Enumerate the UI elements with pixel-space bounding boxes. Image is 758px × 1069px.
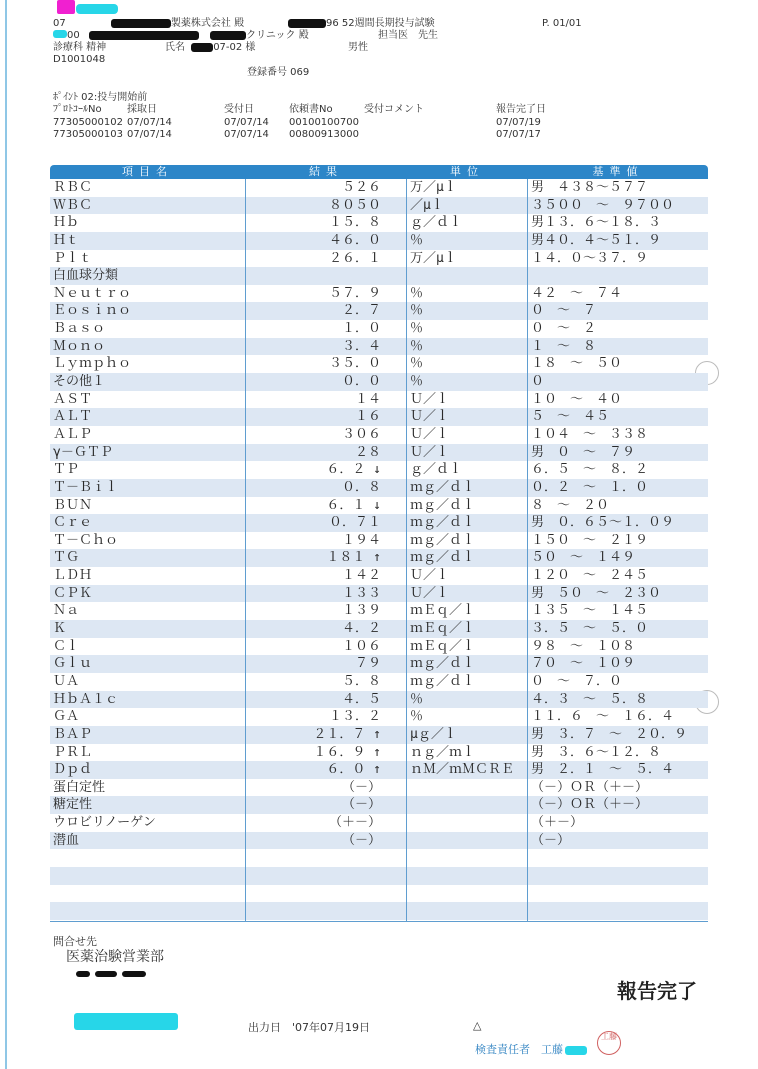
header-line-1 <box>53 18 244 30</box>
reference-range: １３５ ～ １４５ <box>531 603 649 619</box>
item-name: ＣＰＫ <box>53 585 93 601</box>
unit: ％ <box>410 709 424 725</box>
item-name: その他１ <box>53 374 106 390</box>
table-row <box>50 514 708 532</box>
redaction-block <box>76 971 90 977</box>
redaction-block <box>210 31 246 40</box>
reference-range: ３５００ ～ ９７００ <box>531 197 675 213</box>
redaction-mark <box>76 4 118 14</box>
unit: 万／μｌ <box>410 180 457 195</box>
unit: ／μｌ <box>410 197 444 213</box>
item-name: Ｎｅｕｔｒｏ <box>53 285 132 301</box>
table-row <box>50 549 708 567</box>
seal-text: 工藤 <box>601 1032 617 1041</box>
study-title-wrap <box>288 18 435 30</box>
redaction-mark <box>53 30 67 38</box>
item-name: ＨｂＡ１ｃ <box>53 691 119 707</box>
triangle-mark: △ <box>473 1019 482 1032</box>
reference-range: 男 ０ ～ ７９ <box>531 444 636 460</box>
reference-range: ６．５ ～ ８．２ <box>531 462 649 478</box>
table-row <box>50 373 708 391</box>
item-name: 蛋白定性 <box>53 779 106 795</box>
patient-dob: 07-02 様 <box>213 42 256 53</box>
header-line-2 <box>53 30 309 42</box>
item-name: ＴＧ <box>53 550 80 566</box>
unit: ｍｇ／ｄｌ <box>410 673 476 689</box>
result-value: ０．７１ <box>328 515 381 531</box>
report-date: 07/07/19 <box>496 117 541 128</box>
registration-number: 登録番号 069 <box>247 67 310 78</box>
reference-range: １１．６ ～ １６．４ <box>531 709 675 725</box>
unit: ｍｇ／ｄｌ <box>410 515 476 531</box>
reference-range: １０４ ～ ３３８ <box>531 426 649 442</box>
table-row <box>50 602 708 620</box>
item-name: ＬＤＨ <box>53 568 93 584</box>
col-report-date: 報告完了日 <box>496 104 546 115</box>
unit: ％ <box>410 285 424 301</box>
unit: μｇ／ｌ <box>410 726 457 742</box>
reference-range: 男 ３．６～１２．８ <box>531 744 662 760</box>
unit: Ｕ／ｌ <box>410 426 450 442</box>
item-name: ＲＢＣ <box>53 180 93 195</box>
item-name: ＡＬＰ <box>53 426 93 442</box>
column-divider <box>527 179 528 922</box>
result-value: ３０６ <box>341 426 381 442</box>
header-reference: 基準値 <box>592 165 644 178</box>
result-value: （－） <box>341 832 381 848</box>
unit: ｍｇ／ｄｌ <box>410 497 476 513</box>
reference-range: 男４０．４～５１．９ <box>531 232 662 248</box>
table-row <box>50 867 708 885</box>
item-name: Ｌｙｍｐｈｏ <box>53 356 132 372</box>
inspector-line <box>475 1041 587 1057</box>
header-item-name: 項目名 <box>122 165 173 178</box>
contact-department: 医薬治験営業部 <box>66 949 164 965</box>
unit: Ｕ／ｌ <box>410 444 450 460</box>
result-value: ６．１ ↓ <box>326 497 381 513</box>
item-name: ＡＬＴ <box>53 409 93 425</box>
item-name: Ｋ <box>53 621 67 637</box>
table-row <box>50 479 708 497</box>
table-row <box>50 250 708 268</box>
table-row <box>50 779 708 797</box>
item-name: Ｔ－Ｂｉｌ <box>53 479 119 495</box>
redaction-block <box>288 19 326 28</box>
table-row <box>50 391 708 409</box>
table-row <box>50 638 708 656</box>
table-row <box>50 585 708 603</box>
item-name: Ｃｒｅ <box>53 515 93 531</box>
result-value: ４６．０ <box>328 232 381 248</box>
name-label: 氏名 <box>165 42 185 53</box>
table-row <box>50 726 708 744</box>
item-name: Ｍｏｎｏ <box>53 338 106 354</box>
redaction-mark <box>565 1046 587 1055</box>
item-name: Ｐｌｔ <box>53 250 93 266</box>
unit: ｇ／ｄｌ <box>410 215 463 231</box>
table-row <box>50 708 708 726</box>
result-value: ２６．１ <box>328 250 381 266</box>
item-name: ＵＡ <box>53 673 80 689</box>
result-value: １４２ <box>341 568 381 584</box>
redaction-block <box>89 31 199 40</box>
redaction-block <box>111 19 171 28</box>
table-row <box>50 796 708 814</box>
reference-range: ３．５ ～ ５．０ <box>531 621 649 637</box>
item-name: ウロビリノーゲン <box>53 815 156 831</box>
patient-name <box>165 42 255 54</box>
unit: ｍｇ／ｄｌ <box>410 550 476 566</box>
unit: Ｕ／ｌ <box>410 568 450 584</box>
sampling-date: 07/07/14 <box>127 117 172 128</box>
item-name: γ－ＧＴＰ <box>53 444 113 460</box>
table-row <box>50 532 708 550</box>
item-name: Ｈｂ <box>53 215 80 231</box>
item-name: ＷＢＣ <box>53 197 93 213</box>
table-body <box>50 179 708 920</box>
table-row <box>50 761 708 779</box>
reference-range: １０ ～ ４０ <box>531 391 623 407</box>
contact-redacted <box>76 963 146 982</box>
redaction-mark <box>57 0 75 14</box>
result-value: １８１ ↑ <box>326 550 381 566</box>
patient-id: D1001048 <box>53 54 106 65</box>
report-date: 07/07/17 <box>496 129 541 140</box>
unit: ％ <box>410 303 424 319</box>
table-row <box>50 849 708 867</box>
reception-date: 07/07/14 <box>224 117 269 128</box>
report-status: 報告完了 <box>617 979 697 1003</box>
result-value: ２８ <box>354 444 381 460</box>
table-row <box>50 814 708 832</box>
item-name: Ｇｌｕ <box>53 656 93 672</box>
table-row <box>50 673 708 691</box>
reference-range: ４．３ ～ ５．８ <box>531 691 649 707</box>
col-reception-date: 受付日 <box>224 104 254 115</box>
unit: ％ <box>410 321 424 337</box>
reference-range: ７０ ～ １０９ <box>531 656 636 672</box>
request-no: 00800913000 <box>289 129 359 140</box>
unit: ｍＥｑ／ｌ <box>410 638 476 654</box>
item-name: Ｈｔ <box>53 232 80 248</box>
unit: Ｕ／ｌ <box>410 391 450 407</box>
table-row <box>50 444 708 462</box>
reference-range: （＋－） <box>531 815 584 831</box>
unit: ｎｇ／ｍｌ <box>410 744 476 760</box>
reference-range: 男 ５０ ～ ２３０ <box>531 585 662 601</box>
item-name: Ｔ－Ｃｈｏ <box>53 532 119 548</box>
result-value: ４．２ <box>341 621 381 637</box>
table-row <box>50 497 708 515</box>
binder-edge <box>5 0 7 1069</box>
column-divider <box>406 179 407 922</box>
request-no: 00100100700 <box>289 117 359 128</box>
unit: ｍＥｑ／ｌ <box>410 603 476 619</box>
result-value: １３．２ <box>328 709 381 725</box>
reference-range: （－）ＯＲ（＋－） <box>531 797 649 813</box>
contact-label: 問合せ先 <box>53 935 97 948</box>
unit: ｎＭ／ｍＭＣＲＥ <box>410 762 515 778</box>
reference-range: １５０ ～ ２１９ <box>531 532 649 548</box>
reference-range: １４．０～３７．９ <box>531 250 649 266</box>
protocol-no: 77305000102 <box>53 117 123 128</box>
table-row <box>50 902 708 920</box>
unit: ％ <box>410 356 424 372</box>
table-row <box>50 267 708 285</box>
table-row <box>50 179 708 197</box>
unit: ％ <box>410 338 424 354</box>
table-row <box>50 426 708 444</box>
result-value: １４ <box>354 391 381 407</box>
table-row <box>50 302 708 320</box>
reference-range: （－）ＯＲ（＋－） <box>531 779 649 795</box>
result-value: ２１．７ ↑ <box>313 726 381 742</box>
result-value: ８０５０ <box>328 197 381 213</box>
table-row <box>50 285 708 303</box>
result-value: ０．０ <box>341 374 381 390</box>
result-value: （－） <box>341 779 381 795</box>
item-name: ＰＲＬ <box>53 744 93 760</box>
attending-doctor: 担当医 先生 <box>378 30 438 41</box>
reference-range: ０ <box>531 374 545 390</box>
result-value: ５．８ <box>341 673 381 689</box>
reference-range: ０．２ ～ １．０ <box>531 479 649 495</box>
point-title: ﾎﾟｲﾝﾄ 02:投与開始前 <box>53 92 148 103</box>
col-reception-comment: 受付コメント <box>364 104 424 115</box>
reference-range: 男 ０．６５～１．０９ <box>531 515 675 531</box>
unit: ％ <box>410 691 424 707</box>
patient-sex: 男性 <box>348 42 368 53</box>
table-row <box>50 320 708 338</box>
sampling-date: 07/07/14 <box>127 129 172 140</box>
header-result: 結果 <box>309 165 343 178</box>
result-value: ５２６ <box>341 180 381 195</box>
result-value: ０．８ <box>341 479 381 495</box>
reference-range: ０ ～ ７ <box>531 303 597 319</box>
table-row <box>50 567 708 585</box>
table-row <box>50 461 708 479</box>
reference-range: 男 ３．７ ～ ２０．９ <box>531 726 688 742</box>
redaction-mark <box>74 1013 178 1030</box>
col-sampling-date: 採取日 <box>127 104 157 115</box>
reception-date: 07/07/14 <box>224 129 269 140</box>
reference-range: １ ～ ８ <box>531 338 597 354</box>
sponsor-company: 製薬株式会社 殿 <box>170 18 245 29</box>
item-name: ＧＡ <box>53 709 80 725</box>
page-number: P. 01/01 <box>542 18 582 29</box>
unit: ％ <box>410 232 424 248</box>
table-row <box>50 355 708 373</box>
result-value: １９４ <box>341 532 381 548</box>
redaction-block <box>191 43 213 52</box>
reference-range: （－） <box>531 832 571 848</box>
reference-range: ８ ～ ２０ <box>531 497 610 513</box>
table-row <box>50 197 708 215</box>
result-value: ７９ <box>354 656 381 672</box>
item-name: Ｂａｓｏ <box>53 321 106 337</box>
table-bottom-border <box>50 921 708 922</box>
reference-range: ９８ ～ １０８ <box>531 638 636 654</box>
header-unit: 単位 <box>450 165 484 178</box>
result-value: （＋－） <box>328 815 381 831</box>
item-name: Ｄｐｄ <box>53 762 93 778</box>
result-value: １０６ <box>341 638 381 654</box>
result-value: １３９ <box>341 603 381 619</box>
inspector-name: 検査責任者 工藤 <box>475 1043 563 1056</box>
result-value: １６ <box>354 409 381 425</box>
unit: ｍｇ／ｄｌ <box>410 532 476 548</box>
reference-range: １２０ ～ ２４５ <box>531 568 649 584</box>
header-code: 07 <box>53 18 66 29</box>
unit: ｍｇ／ｄｌ <box>410 479 476 495</box>
item-name: Ｎａ <box>53 603 80 619</box>
result-value: ６．０ ↑ <box>326 762 381 778</box>
hanko-seal <box>597 1031 621 1055</box>
item-name: ＢＡＰ <box>53 726 93 742</box>
result-value: ３５．０ <box>328 356 381 372</box>
item-name: ＡＳＴ <box>53 391 93 407</box>
reference-range: ４２ ～ ７４ <box>531 285 623 301</box>
reference-range: 男 ４３８～５７７ <box>531 180 649 195</box>
result-value: ４．５ <box>341 691 381 707</box>
department: 診療科 精神 <box>53 42 107 53</box>
column-divider <box>245 179 246 922</box>
unit: ｍｇ／ｄｌ <box>410 656 476 672</box>
item-name: ＢＵＮ <box>53 497 93 513</box>
reference-range: 男 ２．１ ～ ５．４ <box>531 762 675 778</box>
item-name: 潜血 <box>53 832 80 848</box>
unit: Ｕ／ｌ <box>410 409 450 425</box>
redaction-block <box>95 971 117 977</box>
reference-range: 男１３．６～１８．３ <box>531 215 662 231</box>
unit: 万／μｌ <box>410 250 457 266</box>
table-row <box>50 408 708 426</box>
item-name: ＴＰ <box>53 462 80 478</box>
clinic-code: 00 <box>67 30 80 41</box>
result-value: １．０ <box>341 321 381 337</box>
unit: ｇ／ｄｌ <box>410 462 463 478</box>
col-request-no: 依頼書No <box>289 104 333 115</box>
reference-range: ０ ～ ７．０ <box>531 673 623 689</box>
result-value: ２．７ <box>341 303 381 319</box>
table-row <box>50 232 708 250</box>
lab-results-table <box>50 165 708 922</box>
unit: Ｕ／ｌ <box>410 585 450 601</box>
table-row <box>50 620 708 638</box>
item-name: 糖定性 <box>53 797 93 813</box>
table-row <box>50 744 708 762</box>
col-protocol-no: ﾌﾟﾛﾄｺｰﾙNo <box>53 104 102 115</box>
reference-range: １８ ～ ５０ <box>531 356 623 372</box>
result-value: ５７．９ <box>328 285 381 301</box>
item-name: Ｃｌ <box>53 638 80 654</box>
result-value: １３３ <box>341 585 381 601</box>
result-value: ６．２ ↓ <box>326 462 381 478</box>
clinic-name: クリニック 殿 <box>246 30 309 41</box>
result-value: （－） <box>341 797 381 813</box>
item-name: Ｅｏｓｉｎｏ <box>53 303 132 319</box>
output-date: 出力日 '07年07月19日 <box>248 1021 371 1034</box>
table-row <box>50 832 708 850</box>
result-value: １６．９ ↑ <box>313 744 381 760</box>
table-row <box>50 691 708 709</box>
table-header <box>50 165 708 179</box>
result-value: １５．８ <box>328 215 381 231</box>
result-value: ３．４ <box>341 338 381 354</box>
reference-range: ５ ～ ４５ <box>531 409 610 425</box>
table-row <box>50 885 708 903</box>
reference-range: ０ ～ ２ <box>531 321 597 337</box>
table-row <box>50 338 708 356</box>
table-row <box>50 655 708 673</box>
redaction-block <box>122 971 146 977</box>
unit: ｍＥｑ／ｌ <box>410 621 476 637</box>
study-title: 96 52週間長期投与試験 <box>326 18 435 29</box>
item-name: 白血球分類 <box>53 268 119 284</box>
protocol-no: 77305000103 <box>53 129 123 140</box>
unit: ％ <box>410 374 424 390</box>
reference-range: ５０ ～ １４９ <box>531 550 636 566</box>
table-row <box>50 214 708 232</box>
